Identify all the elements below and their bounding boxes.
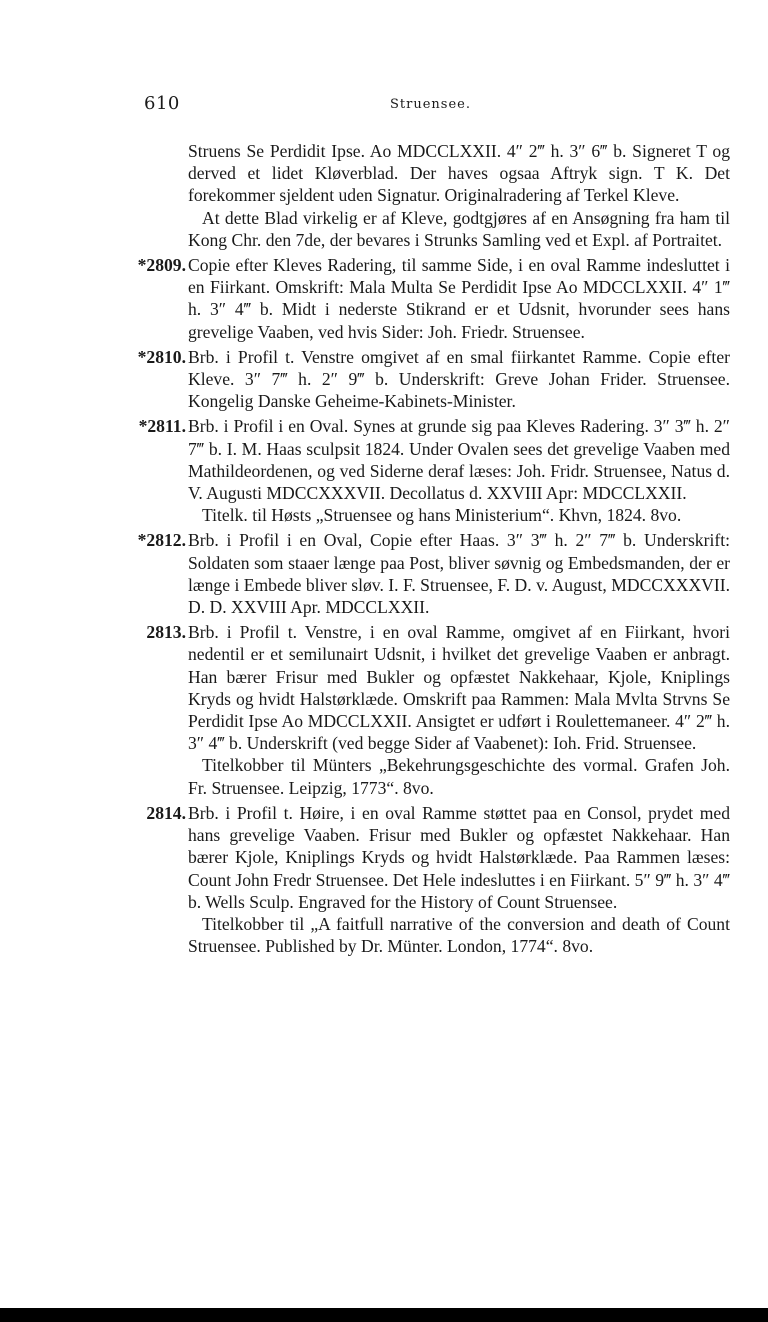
page-number: 610 (144, 93, 180, 114)
running-head: Struensee. (390, 97, 471, 112)
paragraph: At dette Blad virkelig er af Kleve, godtgjøres af en Ansøgning fra ham til Kong Chr. den 7de, der bevares i Strunks Samling ved et Expl. af Portraitet. (188, 207, 730, 250)
paragraph: Brb. i Profil t. Venstre omgivet af en smal fiirkantet Ramme. Copie efter Kleve. 3″ 7‴ h. 2″ 9‴ b. Underskrift: Greve Johan Frider. Struensee. Kongelig Danske Geheime-Kabinets-Minister. (188, 346, 730, 412)
catalogue-entry-2813 (146, 621, 730, 799)
catalogue-text (112, 140, 730, 957)
entry-number: 2813. (146, 622, 186, 643)
paragraph: Titelkobber til Münters „Bekehrungsgeschichte des vormal. Grafen Joh. Fr. Struensee. Leipzig, 1773“. 8vo. (188, 755, 730, 798)
catalogue-entry-2809 (137, 254, 730, 343)
catalogue-entry-2812 (137, 529, 730, 618)
paragraph: Copie efter Kleves Radering, til samme Side, i en oval Ramme indesluttet i en Fiirkant. Omskrift: Mala Multa Se Perdidit Ipse Ao MDCCLXXII. 4″ 1‴ h. 3″ 4‴ b. Midt i nederste Stikrand er et Udsnit, hvorunder sees hans grevelige Vaaben, ved hvis Sider: Joh. Friedr. Struensee. (188, 255, 730, 342)
entry-number: *2809. (137, 255, 186, 276)
paragraph: Titelk. til Høsts „Struensee og hans Ministerium“. Khvn, 1824. 8vo. (202, 505, 682, 526)
catalogue-entry-2814 (146, 802, 730, 957)
paragraph: Brb. i Profil i en Oval. Synes at grunde sig paa Kleves Radering. 3″ 3‴ h. 2″ 7‴ b. I. M. Haas sculpsit 1824. Under Ovalen sees det grevelige Vaaben med Mathildeordenen, og ved Siderne deraf læses: Joh. Fridr. Struensee, Natus d. V. Augusti MDCCXXXVII. Decollatus d. XXVIII Apr: MDCCLXXII. (188, 416, 730, 504)
scan-bottom-edge (0, 1308, 768, 1322)
catalogue-entry-2811 (138, 415, 730, 526)
paragraph: Struens Se Perdidit Ipse. Ao MDCCLXXII. 4″ 2‴ h. 3″ 6‴ b. Signeret T og derved et lidet Kløverblad. Der haves ogsaa Aftryk sign. T K. Det forekommer sjeldent uden Signatur. Originalradering af Terkel Kleve. (188, 141, 730, 206)
paragraph: Brb. i Profil t. Høire, i en oval Ramme støttet paa en Consol, prydet med hans grevelige Vaaben. Frisur med Bukler og opfæstet Nakkehaar. Han bærer Kjole, Kniplings Kryds og hvidt Halstørklæde. Paa Rammen læses: Count John Fredr Struensee. Det Hele indesluttes i en Fiirkant. 5″ 9‴ h. 3″ 4‴ b. Wells Sculp. Engraved for the History of Count Struensee. (188, 802, 730, 912)
continued-entry (188, 140, 730, 251)
paragraph: Brb. i Profil i en Oval, Copie efter Haas. 3″ 3‴ h. 2″ 7‴ b. Underskrift: Soldaten som staaer længe paa Post, bliver søvnig og Embedsmanden, der er længe i Embede bliver sløv. I. F. Struensee, F. D. v. August, MDCCXXXVII. D. D. XXVIII Apr. MDCCLXXII. (188, 530, 730, 618)
paragraph: Titelkobber til „A faitfull narrative of the conversion and death of Count Struensee. Published by Dr. Münter. London, 1774“. 8vo. (188, 913, 730, 957)
entry-number: *2812. (137, 530, 186, 551)
entry-number: *2811. (138, 416, 186, 437)
entry-number: 2814. (146, 802, 186, 823)
paragraph: Brb. i Profil t. Venstre, i en oval Ramme, omgivet af en Fiirkant, hvori nedentil er et semilunairt Udsnit, i hvilket det grevelige Vaaben er anbragt. Han bærer Frisur med Bukler og opfæstet Nakkehaar, Kjole, Kniplings Kryds og hvidt Halstørklæde. Omskrift paa Rammen: Mala Mvlta Strvns Se Perdidit Ipse Ao MDCCLXXII. Ansigtet er udført i Roulettemaneer. 4″ 2‴ h. 3″ 4‴ b. Underskrift (ved begge Sider af Vaabenet): Ioh. Frid. Struensee. (188, 622, 730, 754)
catalogue-entry-2810 (137, 346, 730, 413)
entry-number: *2810. (137, 346, 186, 367)
